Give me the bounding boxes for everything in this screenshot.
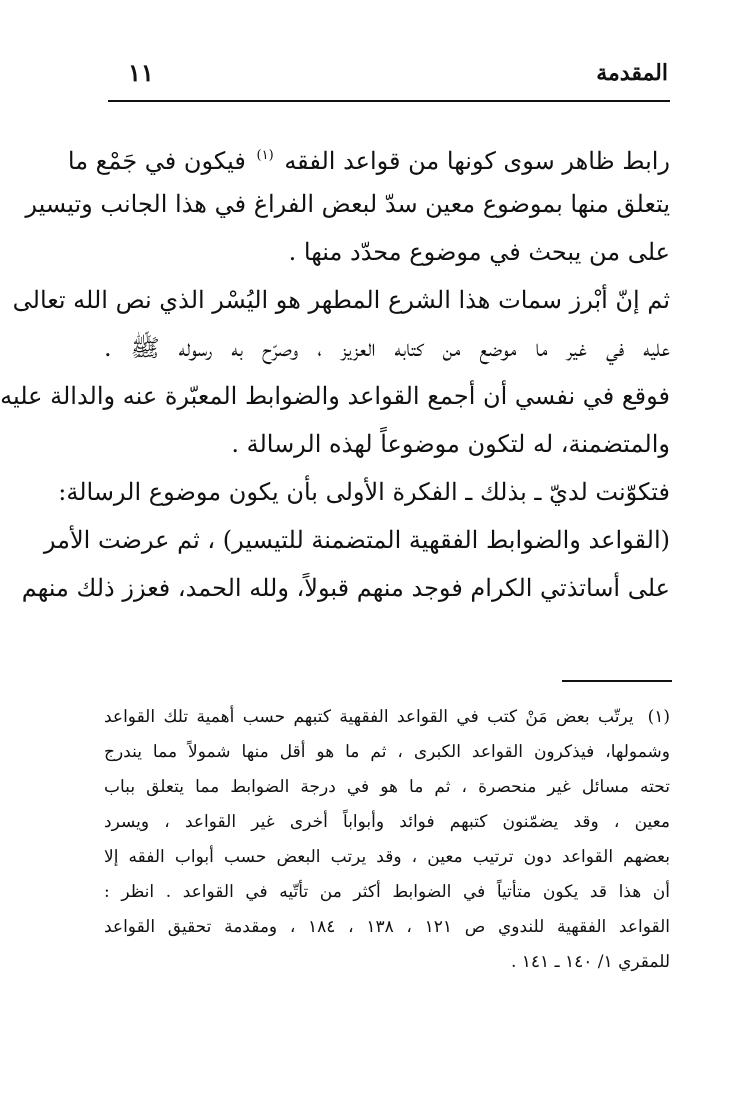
header-divider [108, 100, 670, 102]
text-line: يتعلق منها بموضوع معين سدّ لبعض الفراغ في هذا الجانب وتيسير [25, 190, 670, 218]
text-line: رابط ظاهر سوى كونها من قواعد الفقه (١) فيكون في جَمْع ما [104, 132, 670, 180]
footnote-line: وشمولها، فيذكرون القواعد الكبرى ، ثم ما هو أقل منها شمولاً مما يندرج [104, 742, 670, 762]
footnote-line: القواعد الفقهية للندوي ص ١٢١ ، ١٣٨ ، ١٨٤ ، ومقدمة تحقيق القواعد [104, 917, 671, 937]
text-line: والمتضمنة، له لتكون موضوعاً لهذه الرسالة . [231, 430, 670, 458]
page-header [108, 58, 668, 98]
footnote-line: بعضهم القواعد دون ترتيب معين ، وقد يرتب البعض حسب أبواب الفقه إلا [104, 847, 670, 867]
footnote-line: (١)يرتّب بعض مَنْ كتب في القواعد الفقهية كتبهم حسب أهمية تلك القواعد [104, 700, 670, 735]
footnote-line: أن هذا قد يكون متأتياً في الضوابط أكثر من تأتّيه في القواعد . انظر : [104, 882, 670, 902]
text-line: فتكوّنت لديّ ـ بذلك ـ الفكرة الأولى بأن يكون موضوع الرسالة: [58, 478, 670, 506]
text-line: على من يبحث في موضوع محدّد منها . [288, 238, 670, 266]
text-line: عليه في غير ما موضع من كتابه العزيز ، وصرّح به رسوله ﷺ . [104, 334, 671, 362]
page-number: ١١ [128, 58, 154, 87]
footnote-line: تحته مسائل غير منحصرة ، ثم ما هو في درجة الضوابط مما يتعلق بباب [104, 777, 671, 797]
footnote-line: معين ، وقد يضمّنون كتبهم فوائد وأبواباً أخرى غير القواعد ، ويسرد [104, 812, 670, 832]
footnote-divider [562, 680, 672, 682]
main-text [0, 132, 671, 612]
text-line: فوقع في نفسي أن أجمع القواعد والضوابط المعبّرة عنه والدالة عليه [0, 382, 670, 410]
text-line: ثم إنّ أبْرز سمات هذا الشرع المطهر هو اليُسْر الذي نص الله تعالى [12, 286, 670, 314]
footnote-line: للمقري ١/ ١٤٠ ـ ١٤١ . [510, 952, 670, 972]
text-line: (القواعد والضوابط الفقهية المتضمنة للتيسير) ، ثم عرضت الأمر [43, 526, 670, 554]
text-line: على أساتذتي الكرام فوجد منهم قبولاً، ولله الحمد، فعزز ذلك منهم [21, 574, 670, 602]
footnote-number: (١) [647, 707, 670, 727]
running-title: المقدمة [596, 60, 668, 86]
footnote-reference: (١) [256, 148, 274, 163]
footnote [104, 700, 670, 980]
